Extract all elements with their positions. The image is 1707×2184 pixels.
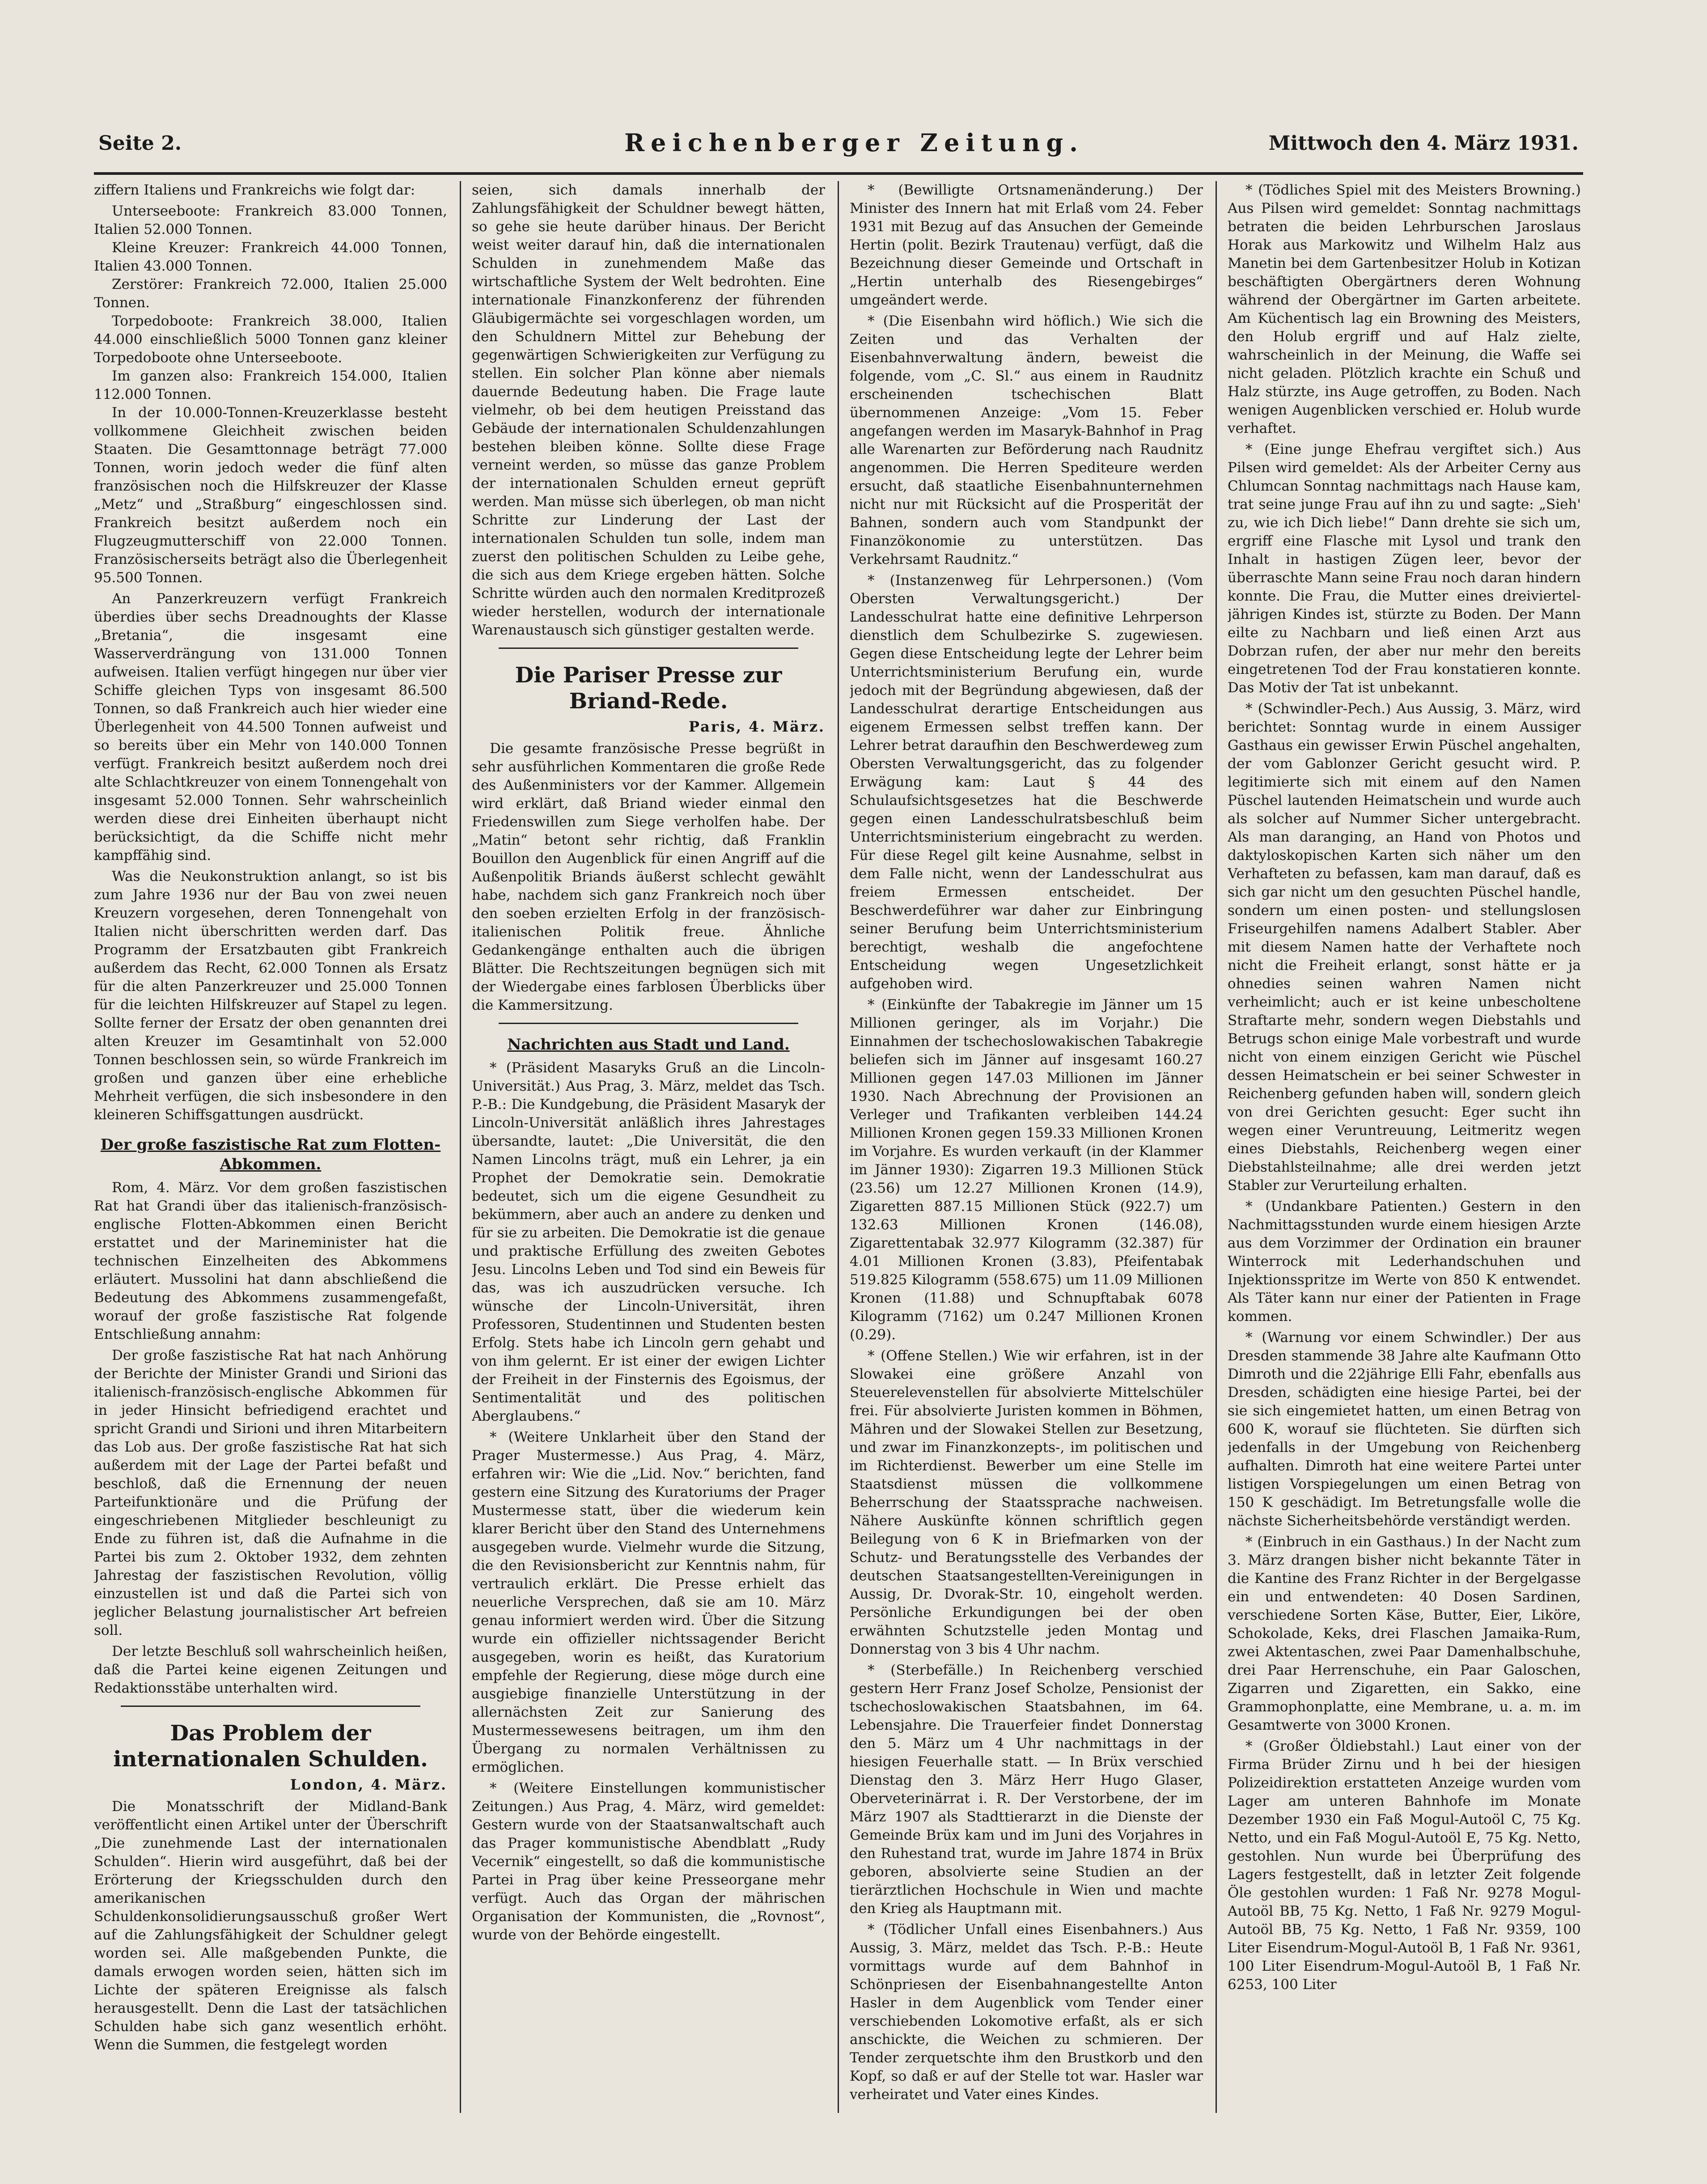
column-1 <box>94 181 447 2117</box>
masthead: Reichenberger Zeitung. <box>624 128 1084 157</box>
column-rule <box>460 181 461 2113</box>
article-paragraph: seien, sich damals innerhalb der Zahlungsfähigkeit der Schuldner bewegt hätten, so gehe sie heute darüber hinaus. Der Bericht weist weiter darauf hin, daß die internationalen Schulden in zunehmendem Maße das wirtschaftliche System der Welt bedrohten. Eine internationale Finanzkonferenz der führenden Gläubigermächte sei vorgeschlagen worden, um den Schuldnern Mittel zur Behebung der gegenwärtigen Schwierigkeiten zur Verfügung zu stellen. Ein solcher Plan könne aber niemals dauernde Bedeutung haben. Die Frage laute vielmehr, ob bei dem heutigen Preisstand das Gebäude der internationalen Schuldenzahlungen bestehen bleiben könne. Sollte diese Frage verneint werden, so müsse das ganze Problem der internationalen Schulden erneut geprüft werden. Man müsse sich überlegen, ob man nicht Schritte zur Linderung der Last der internationalen Schulden tun solle, indem man zuerst den politischen Schulden zu Leibe gehe, die sich aus dem Kriege ergeben hätten. Solche Schritte würden auch den normalen Kreditprozeß wieder herstellen, wodurch der internationale Warenaustausch sich günstiger gestalten werde. <box>472 182 825 638</box>
news-item: * (Eine junge Ehefrau vergiftet sich.) Aus Pilsen wird gemeldet: Als der Arbeiter Cerny aus Chlumcan Sonntag nachmittags nach Hause kam, trat seine junge Frau auf ihn zu und sagte: „Sieh' zu, wie ich Dich liebe!“ Dann drehte sie sich um, ergriff eine Flasche mit Lysol und trank den Inhalt in hastigen Zügen leer, bevor der überraschte Mann seine Frau noch daran hindern konnte. Die Frau, die Mutter eines dreivierteljährigen Kindes ist, stürzte zu Boden. Der Mann eilte zu Nachbarn und ließ einen Arzt aus Dobrzan rufen, der aber nur mehr den bereits eingetretenen Tod der Frau konstatieren konnte. Das Motiv der Tat ist unbekannt. <box>1228 441 1581 696</box>
column-3 <box>850 181 1203 2117</box>
news-item: * (Sterbefälle.) In Reichenberg verschied gestern Herr Franz Josef Scholze, Pensionist der tschechoslowakischen Staatsbahnen, im 64. Lebensjahre. Die Trauerfeier findet Donnerstag den 5. März um 4 Uhr nachmittags in der hiesigen Feuerhalle statt. — In Brüx verschied Dienstag den 3. März Herr Hugo Glaser, Oberveterinärrat i. R. Der Verstorbene, der im März 1907 als Stadttierarzt in die Dienste der Gemeinde Brüx kam und im Juni des Vorjahres in den Ruhestand trat, wurde im Jahre 1874 in Brüx geboren, absolvierte seine Studien an der tierärztlichen Hochschule in Wien und machte den Krieg als Hauptmann mit. <box>850 1662 1203 1917</box>
column-rule <box>838 181 839 2113</box>
news-item: * (Bewilligte Ortsnamenänderung.) Der Minister des Innern hat mit Erlaß vom 24. Feber 1931 mit Bezug auf das Ansuchen der Gemeinde Hertin (polit. Bezirk Trautenau) verfügt, daß die Bezeichnung dieser Gemeinde und Ortschaft in „Hertin unterhalb des Riesengebirges“ umgeändert werde. <box>850 182 1203 308</box>
section-headline: Nachrichten aus Stadt und Land. <box>507 1036 790 1054</box>
news-item: * (Die Eisenbahn wird höflich.) Wie sich die Zeiten und das Verhalten der Eisenbahnverwaltung ändern, beweist die folgende, vom „C. Sl.“ aus einem in Raudnitz erscheinenden tschechischen Blatt übernommenen Anzeige: „Vom 15. Feber angefangen werden im Masaryk-Bahnhof in Prag alle Warenarten zur Beförderung nach Raudnitz angenommen. Die Herren Spediteure werden ersucht, daß staatliche Eisenbahnunternehmen nicht nur mit Rücksicht auf die Prosperität der Bahnen, sondern auch vom Standpunkt der Finanzökonomie zu unterstützen. Das Verkehrsamt Raudnitz.“ <box>850 313 1203 567</box>
news-item: * (Warnung vor einem Schwindler.) Der aus Dresden stammende 38 Jahre alte Kaufmann Otto Dimroth und die 22jährige Elli Fahr, ebenfalls aus Dresden, schädigten eine hiesige Partei, bei der sie sich eingemietet hatten, um einen Betrag von 600 K, worauf sie flüchteten. Sie dürften sich jedenfalls in der Umgebung von Reichenberg aufhalten. Dimroth hat eine weitere Partei unter listigen Vorspiegelungen um einen Betrag von 150 K geschädigt. Im Betretungsfalle wolle die nächste Sicherheitsbehörde verständigt werden. <box>1228 1329 1581 1529</box>
article-paragraph: Die Monatsschrift der Midland-Bank veröffentlicht einen Artikel unter der Überschrift „Die zunehmende Last der internationalen Schulden“. Hierin wird ausgeführt, daß bei der Erörterung der Kriegsschulden durch den amerikanischen Schuldenkonsolidierungsausschuß großer Wert auf die Zahlungsfähigkeit der Schuldner gelegt worden sei. Alle maßgebenden Punkte, die damals erwogen worden seien, hätten sich im Lichte der späteren Ereignisse als falsch herausgestellt. Denn die Last der tatsächlichen Schulden habe sich ganz wesentlich erhöht. Wenn die Summen, die festgelegt worden <box>94 1799 447 2053</box>
news-item: * (Großer Öldiebstahl.) Laut einer von der Firma Brüder Zirnu und h bei der hiesigen Polizeidirektion erstatteten Anzeige wurden vom Lager am unteren Bahnhofe im Monate Dezember 1930 ein Faß Mogul-Autoöl C, 75 Kg. Netto, und ein Faß Mogul-Autoöl E, 75 Kg. Netto, gestohlen. Nun wurde bei Überprüfung des Lagers festgestellt, daß in letzter Zeit folgende Öle gestohlen wurden: 1 Faß Nr. 9278 Mogul-Autoöl BB, 75 Kg. Netto, 1 Faß Nr. 9279 Mogul-Autoöl BB, 75 Kg. Netto, 1 Faß Nr. 9359, 100 Liter Eisendrum-Mogul-Autoöl B, 1 Faß Nr. 9361, 100 Liter Eisendrum-Mogul-Autoöl B, 1 Faß Nr. 6253, 100 Liter <box>1228 1738 1581 1993</box>
article-headline: Die Pariser Presse zur Briand-Rede. <box>515 663 782 714</box>
section-rule <box>499 1023 798 1024</box>
tonnage-line: Torpedoboote: Frankreich 38.000, Italien 44.000 einschließlich 5000 Tonnen ganz kleiner Torpedoboote ohne Unterseeboote. <box>94 313 447 366</box>
news-item: * (Schwindler-Pech.) Aus Aussig, 3. März, wird berichtet: Sonntag wurde in einem Aussiger Gasthaus ein gewisser Erwin Püschel angehalten, der vom Gablonzer Gericht gesucht wird. P. legitimierte sich mit einem auf den Namen Püschel lautenden Heimatschein und wurde auch als solcher auf Nummer Sicher untergebracht. Als man daranging, an Hand von Photos und daktyloskopischen Karten sich näher um den Verhafteten zu befassen, kam man darauf, daß es sich gar nicht um den gesuchten Püschel handle, sondern um einen posten- und stellungslosen Friseurgehilfen namens Adalbert Stabler. Aber mit diesem Namen hatte der Verhaftete noch nicht die Freiheit erlangt, sonst hätte er ja ohnedies seinen wahren Namen nicht verheimlicht; auch er ist keine unbescholtene Straftarte mehr, sondern wegen Diebstahls und Betrugs schon einige Male vorbestraft und wurde nicht von einem einzigen Gericht wie Püschel dessen Heimatschein er bei seiner Schwester in Reichenberg gefunden haben will, sondern gleich von drei Gerichten gesucht: Eger sucht ihn wegen einer Veruntreuung, Leitmeritz wegen eines Diebstahls, Reichenberg wegen einer Diebstahlsteilnahme; alle drei werden jetzt Stabler zur Verurteilung erhalten. <box>1228 701 1581 1194</box>
news-item: * (Weitere Einstellungen kommunistischer Zeitungen.) Aus Prag, 4. März, wird gemeldet: Gestern wurde von der Staatsanwaltschaft auch das Prager kommunistische Abendblatt „Rudy Vecernik“ eingestellt, so daß die kommunistische Partei in Prag über keine Presseorgane mehr verfügt. Auch das Organ der mährischen Organisation der Kommunisten, die „Rovnost“, wurde von der Behörde eingestellt. <box>472 1780 825 1943</box>
news-item: * (Tödlicher Unfall eines Eisenbahners.) Aus Aussig, 3. März, meldet das Tsch. P.-B.: Heute vormittags wurde auf dem Bahnhof in Schönpriesen der Eisenbahnangestellte Anton Hasler in dem Augenblick vom Tender einer verschiebenden Lokomotive erfaßt, als er sich anschickte, die Weichen zu schmieren. Der Tender zerquetschte ihm den Brustkorb und den Kopf, so daß er auf der Stelle tot war. Hasler war verheiratet und Vater eines Kindes. <box>850 1922 1203 2103</box>
article-paragraph: Rom, 4. März. Vor dem großen faszistischen Rat hat Grandi über das italienisch-französisch-englische Flotten-Abkommen einen Bericht erstattet und der Marineminister hat die technischen Einzelheiten des Abkommens erläutert. Mussolini hat dann abschließend die Bedeutung des Abkommens zusammengefaßt, worauf der große faszistische Rat folgende Entschließung annahm: <box>94 1180 447 1342</box>
section-rule <box>499 648 798 649</box>
news-item: * (Undankbare Patienten.) Gestern in den Nachmittagsstunden wurde einem hiesigen Arzte aus dem Vorzimmer der Ordination ein brauner Winterrock mit Lederhandschuhen und Injektionsspritze im Werte von 850 K entwendet. Als Täter kann nur einer der Patienten in Frage kommen. <box>1228 1198 1581 1325</box>
column-rule <box>1216 181 1217 2113</box>
section-rule <box>121 1706 420 1707</box>
column-4 <box>1228 181 1581 2117</box>
tonnage-line: Kleine Kreuzer: Frankreich 44.000 Tonnen, Italien 43.000 Tonnen. <box>94 240 447 274</box>
article-paragraph: ziffern Italiens und Frankreichs wie folgt dar: <box>94 182 415 198</box>
article-paragraph: Was die Neukonstruktion anlangt, so ist bis zum Jahre 1936 nur der Bau von zwei neuen Kreuzern vorgesehen, deren Tonnengehalt von Italien nicht überschritten werden darf. Das Programm der Ersatzbauten gibt Frankreich außerdem das Recht, 62.000 Tonnen als Ersatz für die alten Panzerkreuzer und 25.000 Tonnen für die leichten Hilfskreuzer auf Stapel zu legen. Sollte ferner der Ersatz der oben genannten drei alten Kreuzer im Gesamtinhalt von 52.000 Tonnen beschlossen sein, so würde Frankreich im großen und ganzen über eine erhebliche Mehrheit verfügen, die sich insbesondere in den kleineren Schiffsgattungen ausdrückt. <box>94 868 447 1123</box>
news-item: * (Einkünfte der Tabakregie im Jänner um 15 Millionen geringer, als im Vorjahr.) Die Einnahmen der tschechoslowakischen Tabakregie beliefen sich im Jänner auf insgesamt 160.27 Millionen gegen 147.03 Millionen im Jänner 1930. Nach Abrechnung der Provisionen an Verleger und Trafikanten verbleiben 144.24 Millionen Kronen gegen 159.33 Millionen Kronen im Vorjahre. Es wurden verkauft (in der Klammer im Jänner 1930): Zigarren 19.3 Millionen Stück (23.56) um 12.27 Millionen Kronen (14.9), Zigaretten 887.15 Millionen Stück (922.7) um 132.63 Millionen Kronen (146.08), Zigarettentabak 32.977 Kilogramm (32.387) für 4.01 Millionen Kronen (3.83), Pfeifentabak 519.825 Kilogramm (558.675) um 11.09 Millionen Kronen (11.88) und Schnupftabak 6078 Kilogramm (7162) um 0.247 Millionen Kronen (0.29). <box>850 997 1203 1343</box>
article-headline: Der große faszistische Rat zum Flotten-Abkommen. <box>100 1136 441 1173</box>
news-item: * (Weitere Unklarheit über den Stand der Prager Mustermesse.) Aus Prag, 4. März, erfahren wir: Wie die „Lid. Nov.“ berichten, fand gestern eine Sitzung des Kuratoriums der Prager Mustermesse statt, über die wiederum kein klarer Bericht über den Stand des Unternehmens ausgegeben wurde. Vielmehr wurde die Sitzung, die den Revisionsbericht zur Kenntnis nahm, für vertraulich erklärt. Die Presse erhielt das neuerliche Versprechen, daß sie am 10. März genau informiert werden wird. Über die Sitzung wurde ein offizieller nichtssagender Bericht ausgegeben, worin es heißt, das Kuratorium empfehle der Regierung, diese möge durch eine ausgiebige finanzielle Unterstützung in der allernächsten Zeit zur Sanierung des Mustermessewesens beitragen, um ihm den Übergang zu normalen Verhältnissen zu ermöglichen. <box>472 1429 825 1775</box>
tonnage-line: Zerstörer: Frankreich 72.000, Italien 25.000 Tonnen. <box>94 276 447 311</box>
article-paragraph: Der letzte Beschluß soll wahrscheinlich heißen, daß die Partei keine eigenen Zeitungen und Redaktionsstäbe unterhalten wird. <box>94 1643 447 1696</box>
article-paragraph: Der große faszistische Rat hat nach Anhörung der Berichte der Minister Grandi und Sirioni das italienisch-französisch-englische Abkommen für in jeder Hinsicht befriedigend erachtet und spricht Grandi und Sirioni und ihren Mitarbeitern das Lob aus. Der große faszistische Rat hat sich außerdem mit der Lage der Partei befaßt und beschloß, daß die Ernennung der neuen Parteifunktionäre und die Prüfung der eingeschriebenen Mitglieder beschleunigt zu Ende zu führen ist, daß die Aufnahme in die Partei bis zum 2. Oktober 1932, dem zehnten Jahrestag der faszistischen Revolution, völlig einzustellen ist und daß die Partei sich von jeglicher Belastung journalistischer Art befreien soll. <box>94 1347 447 1638</box>
article-headline: Das Problem der internationalen Schulden. <box>113 1721 428 1772</box>
news-item: * (Offene Stellen.) Wie wir erfahren, ist in der Slowakei eine größere Anzahl von Steuerelevenstellen für absolvierte Mittelschüler frei. Für absolvierte Juristen kommen in Böhmen, Mähren und der Slowakei Stellen zur Besetzung, und zwar im Finanzkonzepts-, im politischen und im Richterdienst. Bewerber um eine Stelle im Staatsdienst müssen die vollkommene Beherrschung der Staatssprache nachweisen. Nähere Auskünfte können schriftlich gegen Beilegung von 6 K in Briefmarken von der Schutz- und Beratungsstelle des Verbandes der deutschen Staatsangestellten-Vereinigungen in Aussig, Dr. Dvorak-Str. 10, eingeholt werden. Persönliche Erkundigungen bei der oben erwähnten Schutzstelle jeden Montag und Donnerstag von 3 bis 4 Uhr nachm. <box>850 1348 1203 1657</box>
news-item: * (Instanzenweg für Lehrpersonen.) (Vom Obersten Verwaltungsgericht.) Der Landesschulrat hatte eine definitive Lehrperson dienstlich dem Schulbezirke S. zugewiesen. Gegen diese Entscheidung legte der Lehrer beim Unterrichtsministerium Berufung ein, wurde jedoch mit der Begründung abgewiesen, daß der Landesschulrat derartige Entscheidungen aus eigenem Ermessen selbst treffen kann. Der Lehrer betrat daraufhin den Beschwerdeweg zum Obersten Verwaltungsgericht, das zu folgender Erwägung kam: Laut § 44 des Schulaufsichtsgesetzes hat die Beschwerde gegen einen Landesschulratsbeschluß beim Unterrichtsministerium eingebracht zu werden. Für diese Regel gilt keine Ausnahme, selbst in dem Falle nicht, wenn der Landesschulrat aus freiem Ermessen entscheidet. Der Beschwerdeführer war daher zur Einbringung seiner Berufung beim Unterrichtsministerium berechtigt, weshalb die angefochtene Entscheidung wegen Ungesetzlichkeit aufgehoben wird. <box>850 572 1203 992</box>
tonnage-line: Im ganzen also: Frankreich 154.000, Italien 112.000 Tonnen. <box>94 368 447 402</box>
article-paragraph: Die gesamte französische Presse begrüßt in sehr ausführlichen Kommentaren die große Rede des Außenministers vor der Kammer. Allgemein wird erklärt, daß Briand wieder einmal den Friedenswillen zum Siege verholfen habe. Der „Matin“ betont sehr richtig, daß Franklin Bouillon den Augenblick für einen Angriff auf die Außenpolitik Briands äußerst schlecht gewählt habe, nachdem sich ganz Frankreich noch über den soeben erzielten Erfolg in der französisch-italienischen Politik freue. Ähnliche Gedankengänge enthalten auch die übrigen Blätter. Die Rechtszeitungen begnügen sich mit der Wiedergabe eines farblosen Überblicks über die Kammersitzung. <box>472 741 825 1013</box>
page-header <box>94 123 1583 175</box>
dateline: London, 4. März. <box>290 1776 447 1793</box>
article-paragraph: In der 10.000-Tonnen-Kreuzerklasse besteht vollkommene Gleichheit zwischen beiden Staaten. Die Gesamttonnage beträgt 77.000 Tonnen, worin jedoch weder die fünf alten französischen noch die Hilfskreuzer der Klasse „Metz“ und „Straßburg“ eingeschlossen sind. Frankreich besitzt außerdem noch ein Flugzeugmutterschiff von 22.000 Tonnen. Französischerseits beträgt also die Überlegenheit 95.500 Tonnen. <box>94 405 447 586</box>
page-number: Seite 2. <box>98 132 182 155</box>
news-item: * (Einbruch in ein Gasthaus.) In der Nacht zum 3. März drangen bisher nicht bekannte Täter in die Kantine des Franz Richter in der Bergelgasse ein und entwendeten: 40 Dosen Sardinen, verschiedene Sorten Käse, Butter, Eier, Liköre, Schokolade, Keks, drei Flaschen Jamaika-Rum, zwei Aktentaschen, zwei Paar Damenhalbschuhe, drei Paar Herrenschuhe, ein Paar Galoschen, Zigarren und Zigaretten, ein Sakko, eine Grammophonplatte, eine Membrane, u. a. m. im Gesamtwerte von 3000 Kronen. <box>1228 1534 1581 1733</box>
column-2 <box>472 181 825 2117</box>
dateline: Paris, 4. März. <box>688 718 825 735</box>
news-item: * (Tödliches Spiel mit des Meisters Browning.) Aus Pilsen wird gemeldet: Sonntag nachmittags betraten die beiden Lehrburschen Jaroslaus Horak aus Markowitz und Wilhelm Halz aus Manetin bei dem Gartenbesitzer Holub in Kotizan beschäftigten Obergärtners deren Wohnung während der Obergärtner im Garten arbeitete. Am Küchentisch lag ein Browning des Meisters, den Holub ergriff und auf Halz zielte, wahrscheinlich in der Meinung, die Waffe sei nicht geladen. Plötzlich krachte ein Schuß und Halz stürzte, ins Auge getroffen, zu Boden. Nach wenigen Augenblicken verschied er. Holub wurde verhaftet. <box>1228 182 1581 436</box>
tonnage-line: Unterseeboote: Frankreich 83.000 Tonnen, Italien 52.000 Tonnen. <box>94 203 447 237</box>
issue-date: Mittwoch den 4. März 1931. <box>1268 132 1579 155</box>
article-paragraph: An Panzerkreuzern verfügt Frankreich überdies über sechs Dreadnoughts der Klasse „Bretania“, die insgesamt eine Wasserverdrängung von 131.000 Tonnen aufweisen. Italien verfügt hingegen nur über vier Schiffe gleichen Typs von insgesamt 86.500 Tonnen, so daß Frankreich auch hier wieder eine Überlegenheit von 44.500 Tonnen aufweist und so bereits über ein Mehr von 140.000 Tonnen verfügt. Frankreich besitzt außerdem noch drei alte Schlachtkreuzer von einem Tonnengehalt von insgesamt 52.000 Tonnen. Sehr wahrscheinlich werden diese drei Einheiten überhaupt nicht berücksichtigt, da die Schiffe nicht mehr kampffähig sind. <box>94 591 447 863</box>
newspaper-page <box>94 105 1583 2126</box>
news-item: * (Präsident Masaryks Gruß an die Lincoln-Universität.) Aus Prag, 3. März, meldet das Tsch. P.-B.: Die Kundgebung, die Präsident Masaryk der Lincoln-Universität anläßlich ihres Jahrestages übersandte, lautet: „Die Universität, die den Namen Lincolns trägt, muß ein Lehrer, ja ein Prophet der Demokratie sein. Demokratie bedeutet, sich um die eigene Gesundheit zu bekümmern, aber auch an andere zu denken und für sie zu arbeiten. Die Demokratie ist die genaue und praktische Erfüllung des zweiten Gebotes Jesu. Lincolns Leben und Tod sind ein Beweis für das, was ich auszudrücken versuche. Ich wünsche der Lincoln-Universität, ihren Professoren, Studentinnen und Studenten besten Erfolg. Stets habe ich Lincoln gern gehabt und von ihm gelernt. Er ist einer der ewigen Lichter der Freiheit in der Finsternis des Egoismus, der Sentimentalität und des politischen Aberglaubens.“ <box>472 1060 825 1424</box>
